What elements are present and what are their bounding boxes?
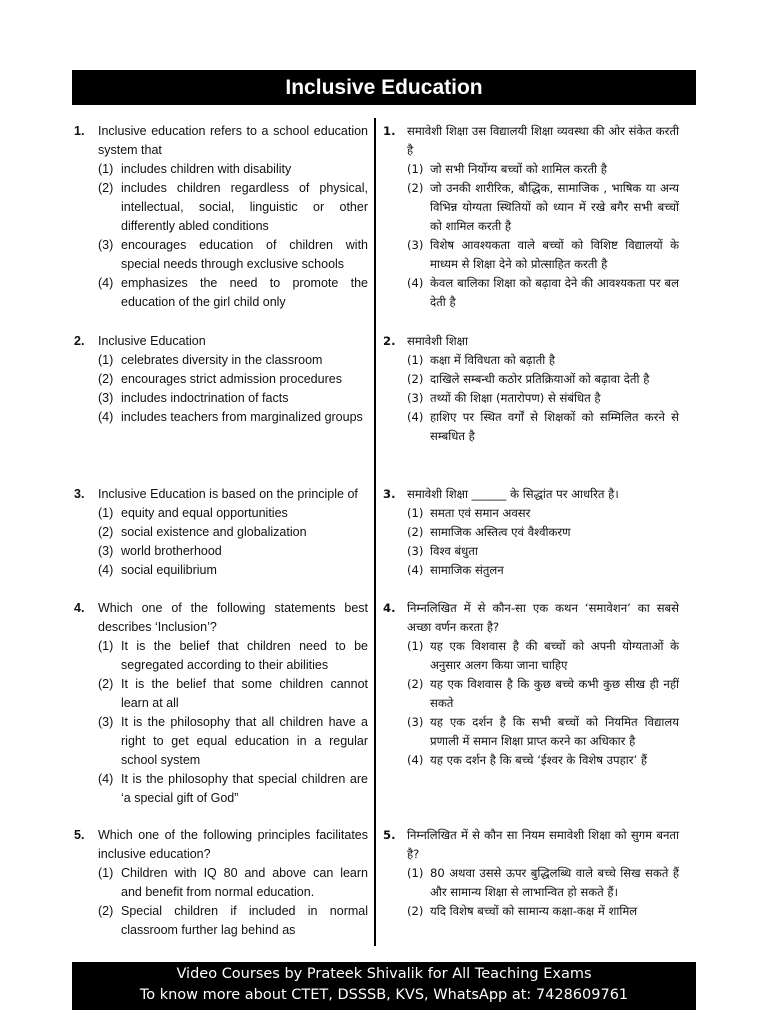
option <box>407 160 679 179</box>
option-text: विशेष आवश्यकता वाले बच्चों को विशिष्ट विद्यालयों के माध्यम से शिक्षा देने को प्रोत्साहित करती है <box>430 238 679 271</box>
option <box>98 504 368 523</box>
question-text: समावेशी शिक्षा उस विद्यालयी शिक्षा व्यवस्था की ओर संकेत करती है <box>407 124 679 157</box>
question-text: Inclusive Education is based on the principle of <box>98 487 358 501</box>
option-text: emphasizes the need to promote the education of the girl child only <box>121 276 368 309</box>
option-number: (4) <box>407 276 424 290</box>
question-1-english <box>74 122 368 312</box>
column-divider <box>374 118 376 946</box>
option-number: (1) <box>98 506 114 520</box>
option-text: encourages strict admission procedures <box>121 372 342 386</box>
option-text: विश्व बंधुता <box>430 544 478 558</box>
option <box>407 389 679 408</box>
footer-line-courses: Video Courses by Prateek Shivalik for All Teaching Exams <box>176 966 592 982</box>
question-3-english <box>74 485 368 580</box>
option <box>98 523 368 542</box>
option <box>407 179 679 236</box>
option <box>98 351 368 370</box>
page-title: Inclusive Education <box>72 70 696 105</box>
question-number: 4. <box>74 601 85 615</box>
option-text: Special children if included in normal classroom further lag behind as <box>121 904 368 937</box>
question-3-hindi <box>383 485 679 580</box>
option-number: (2) <box>98 525 114 539</box>
option-text: world brotherhood <box>121 544 222 558</box>
options-list <box>383 351 679 446</box>
option-number: (2) <box>98 181 114 195</box>
option-text: यह एक दर्शन है कि बच्चे ‘ईश्वर के विशेष उपहार’ हैं <box>430 753 648 767</box>
question-text: Which one of the following principles facilitates inclusive education? <box>98 828 368 861</box>
option-number: (4) <box>407 563 424 577</box>
option <box>407 713 679 751</box>
option-number: (1) <box>407 639 424 653</box>
option <box>407 370 679 389</box>
option-number: (3) <box>98 238 114 252</box>
option-number: (4) <box>407 410 424 424</box>
option <box>98 770 368 808</box>
option-text: includes indoctrination of facts <box>121 391 289 405</box>
option <box>407 637 679 675</box>
option <box>407 351 679 370</box>
option-text: It is the belief that children need to be segregated according to their abilities <box>121 639 368 672</box>
option-text: यह एक विशवास है कि कुछ बच्चे कभी कुछ सीख ही नहीं सकते <box>430 677 679 710</box>
option <box>98 274 368 312</box>
option-number: (4) <box>98 563 114 577</box>
option <box>407 523 679 542</box>
option-text: दाखिले सम्बन्धी कठोर प्रतिक्रियाओं को बढ़ावा देती है <box>430 372 650 386</box>
options-list <box>383 504 679 580</box>
option-number: (3) <box>98 544 114 558</box>
option <box>98 675 368 713</box>
option <box>98 160 368 179</box>
question-2-hindi <box>383 332 679 446</box>
question-5-english <box>74 826 368 940</box>
option-text: समता एवं समान अवसर <box>430 506 531 520</box>
question-text: समावेशी शिक्षा ______ के सिद्धांत पर आधरित है। <box>407 487 619 501</box>
option-number: (1) <box>98 353 114 367</box>
option <box>407 864 679 902</box>
option-number: (3) <box>407 238 424 252</box>
option-text: केवल बालिका शिक्षा को बढ़ावा देने की आवश्यकता पर बल देती है <box>430 276 679 309</box>
option-number: (2) <box>98 677 114 691</box>
option-number: (2) <box>407 372 424 386</box>
option-text: जो उनकी शारीरिक, बौद्धिक, सामाजिक , भाषिक या अन्य विभिन्न योग्यता स्थितियों को ध्यान में रखे बगैर सभी बच्चों को शामिल करती है <box>430 181 679 233</box>
question-text: निम्नलिखित में से कौन-सा एक कथन ‘समावेशन’ का सबसे अच्छा वर्णन करता है? <box>407 601 679 634</box>
question-number: 3. <box>74 487 85 501</box>
question-text: Inclusive Education <box>98 334 206 348</box>
option-text: equity and equal opportunities <box>121 506 288 520</box>
option <box>407 561 679 580</box>
options-list <box>74 351 368 427</box>
option-text: हाशिए पर स्थित वर्गों से शिक्षकों को सम्मिलित करने से सम्बधित है <box>430 410 679 443</box>
option-number: (2) <box>407 904 424 918</box>
option-number: (2) <box>407 525 424 539</box>
options-list <box>383 160 679 312</box>
option-number: (4) <box>98 772 114 786</box>
option-text: social existence and globalization <box>121 525 307 539</box>
option <box>98 408 368 427</box>
option <box>98 637 368 675</box>
option-text: कक्षा में विविधता को बढ़ाती है <box>430 353 556 367</box>
option <box>407 675 679 713</box>
footer-line-contact: To know more about CTET, DSSSB, KVS, WhatsApp at: 7428609761 <box>139 987 629 1003</box>
question-number: 1. <box>383 124 396 138</box>
option-number: (1) <box>407 353 424 367</box>
question-4-hindi <box>383 599 679 770</box>
options-list <box>383 864 679 921</box>
option-number: (1) <box>407 506 424 520</box>
options-list <box>74 504 368 580</box>
option-text: Children with IQ 80 and above can learn and benefit from normal education. <box>121 866 368 899</box>
option-number: (1) <box>98 866 114 880</box>
question-number: 3. <box>383 487 396 501</box>
question-number: 5. <box>74 828 85 842</box>
option-text: social equilibrium <box>121 563 217 577</box>
option-text: यह एक दर्शन है कि सभी बच्चों को नियमित विद्यालय प्रणाली में समान शिक्षा प्राप्त करने का अधिकार है <box>430 715 679 748</box>
promo-footer <box>72 962 696 1010</box>
option <box>98 370 368 389</box>
question-number: 2. <box>74 334 85 348</box>
question-1-hindi <box>383 122 679 312</box>
option-text: includes children regardless of physical, intellectual, social, linguistic or other differently abled conditions <box>121 181 368 233</box>
option <box>407 408 679 446</box>
question-number: 5. <box>383 828 396 842</box>
option-number: (4) <box>407 753 424 767</box>
option-number: (2) <box>98 904 114 918</box>
option <box>407 542 679 561</box>
option-text: यह एक विशवास है की बच्चों को अपनी योग्यताओं के अनुसार अलग किया जाना चाहिए <box>430 639 679 672</box>
option-text: It is the belief that some children cannot learn at all <box>121 677 368 710</box>
question-number: 4. <box>383 601 396 615</box>
option <box>407 274 679 312</box>
option <box>98 902 368 940</box>
option-text: सामाजिक संतुलन <box>430 563 504 577</box>
option-number: (1) <box>98 639 114 653</box>
option-text: includes children with disability <box>121 162 292 176</box>
question-text: Inclusive education refers to a school education system that <box>98 124 368 157</box>
question-text: समावेशी शिक्षा <box>407 334 468 348</box>
option <box>98 179 368 236</box>
option-text: सामाजिक अस्तित्व एवं वैश्वीकरण <box>430 525 571 539</box>
option-number: (1) <box>98 162 114 176</box>
option-text: encourages education of children with special needs through exclusive schools <box>121 238 368 271</box>
option <box>407 236 679 274</box>
option-number: (2) <box>407 181 424 195</box>
option <box>98 864 368 902</box>
question-5-hindi <box>383 826 679 921</box>
option-number: (2) <box>407 677 424 691</box>
options-list <box>74 864 368 940</box>
options-list <box>383 637 679 770</box>
question-text: निम्नलिखित में से कौन सा नियम समावेशी शिक्षा को सुगम बनता है? <box>407 828 679 861</box>
option <box>407 504 679 523</box>
option-text: तथ्यों की शिक्षा (मतारोपण) से संबंधित है <box>430 391 601 405</box>
option-text: It is the philosophy that all children have a right to get equal education in a regular school system <box>121 715 368 767</box>
option <box>98 236 368 274</box>
option-number: (3) <box>407 391 424 405</box>
option-number: (4) <box>98 410 114 424</box>
question-text: Which one of the following statements best describes ‘Inclusion’? <box>98 601 368 634</box>
options-list <box>74 637 368 808</box>
option-text: It is the philosophy that special children are ‘a special gift of God” <box>121 772 368 805</box>
option <box>98 389 368 408</box>
option-text: celebrates diversity in the classroom <box>121 353 323 367</box>
option-number: (3) <box>98 715 114 729</box>
question-2-english <box>74 332 368 427</box>
option-number: (1) <box>407 162 424 176</box>
option-text: 80 अथवा उससे ऊपर बुद्धिलब्धि वाले बच्चे सिख सकते हैं और सामान्य शिक्षा से लाभान्वित हो सकते हैं। <box>430 866 679 899</box>
option <box>98 561 368 580</box>
option-text: includes teachers from marginalized groups <box>121 410 363 424</box>
option <box>407 751 679 770</box>
option-number: (3) <box>407 544 424 558</box>
option <box>98 542 368 561</box>
options-list <box>74 160 368 312</box>
option-text: जो सभी निर्योग्य बच्चों को शामिल करती है <box>430 162 607 176</box>
option <box>407 902 679 921</box>
option <box>98 713 368 770</box>
option-number: (2) <box>98 372 114 386</box>
option-number: (3) <box>407 715 424 729</box>
question-number: 1. <box>74 124 85 138</box>
option-number: (1) <box>407 866 424 880</box>
option-number: (4) <box>98 276 114 290</box>
question-number: 2. <box>383 334 396 348</box>
option-number: (3) <box>98 391 114 405</box>
question-4-english <box>74 599 368 808</box>
option-text: यदि विशेष बच्चों को सामान्य कक्षा-कक्ष में शामिल <box>430 904 638 918</box>
